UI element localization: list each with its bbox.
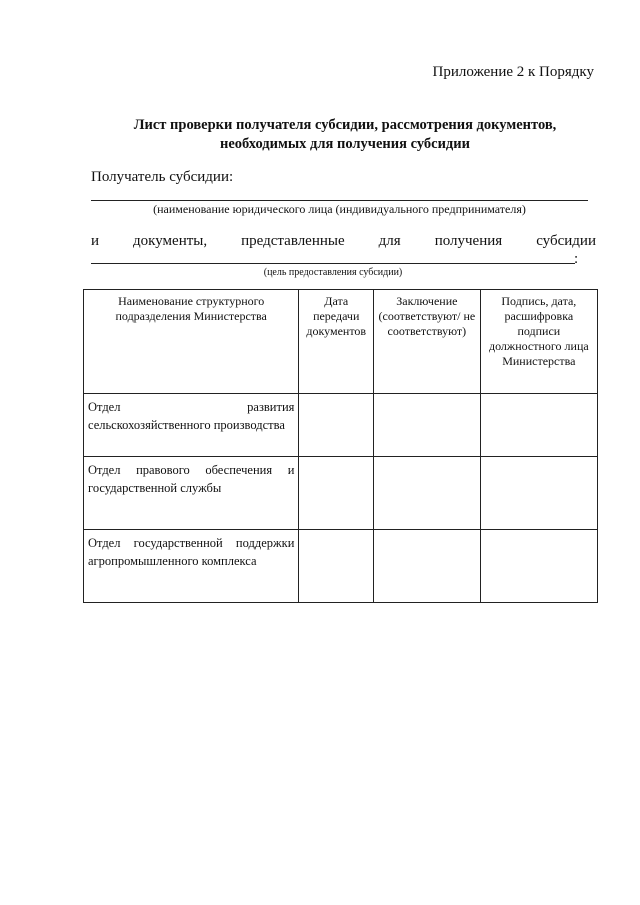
- conclusion-cell[interactable]: [374, 530, 481, 603]
- header-department: Наименование структурного подразделения Министерства: [84, 290, 299, 394]
- date-cell[interactable]: [299, 457, 374, 530]
- signature-cell[interactable]: [480, 394, 597, 457]
- department-cell: Отдел правового обеспечения и государственной службы: [84, 457, 299, 530]
- docs-word: получения: [434, 233, 503, 249]
- title-line-2: необходимых для получения субсидии: [220, 136, 470, 152]
- table-row: [84, 394, 598, 457]
- date-cell[interactable]: [299, 394, 374, 457]
- appendix-reference: Приложение 2 к Порядку: [432, 64, 594, 80]
- department-cell: Отдел государственной поддержки агропромышленного комплекса: [84, 530, 299, 603]
- table-row: [84, 530, 598, 603]
- table-row: [84, 457, 598, 530]
- purpose-caption: (цель предоставления субсидии): [263, 267, 403, 278]
- department-cell: Отдел развития сельскохозяйственного производства: [84, 394, 299, 457]
- conclusion-cell[interactable]: [374, 394, 481, 457]
- verification-table: [83, 289, 598, 603]
- recipient-label: Получатель субсидии:: [91, 169, 234, 185]
- header-signature: Подпись, дата, расшифровка подписи должностного лица Министерства: [480, 290, 597, 394]
- table-header-row: [84, 290, 598, 394]
- conclusion-cell[interactable]: [374, 457, 481, 530]
- header-conclusion: Заключение (соответствуют/ не соответствуют): [374, 290, 481, 394]
- docs-word: представленные: [241, 233, 345, 249]
- docs-word: для: [378, 233, 401, 249]
- documents-statement: [91, 233, 596, 250]
- docs-word: и: [91, 233, 100, 249]
- entity-name-caption: (наименование юридического лица (индивидуального предпринимателя): [153, 202, 526, 216]
- header-transfer-date: Дата передачи документов: [299, 290, 374, 394]
- purpose-fill-line: [91, 263, 575, 264]
- recipient-fill-line: [91, 200, 588, 201]
- signature-cell[interactable]: [480, 530, 597, 603]
- document-title: [60, 116, 630, 154]
- docs-word: документы,: [133, 233, 208, 249]
- purpose-colon: :: [574, 251, 579, 267]
- date-cell[interactable]: [299, 530, 374, 603]
- title-line-1: Лист проверки получателя субсидии, рассмотрения документов,: [133, 117, 557, 133]
- signature-cell[interactable]: [480, 457, 597, 530]
- docs-word: субсидии: [536, 233, 596, 249]
